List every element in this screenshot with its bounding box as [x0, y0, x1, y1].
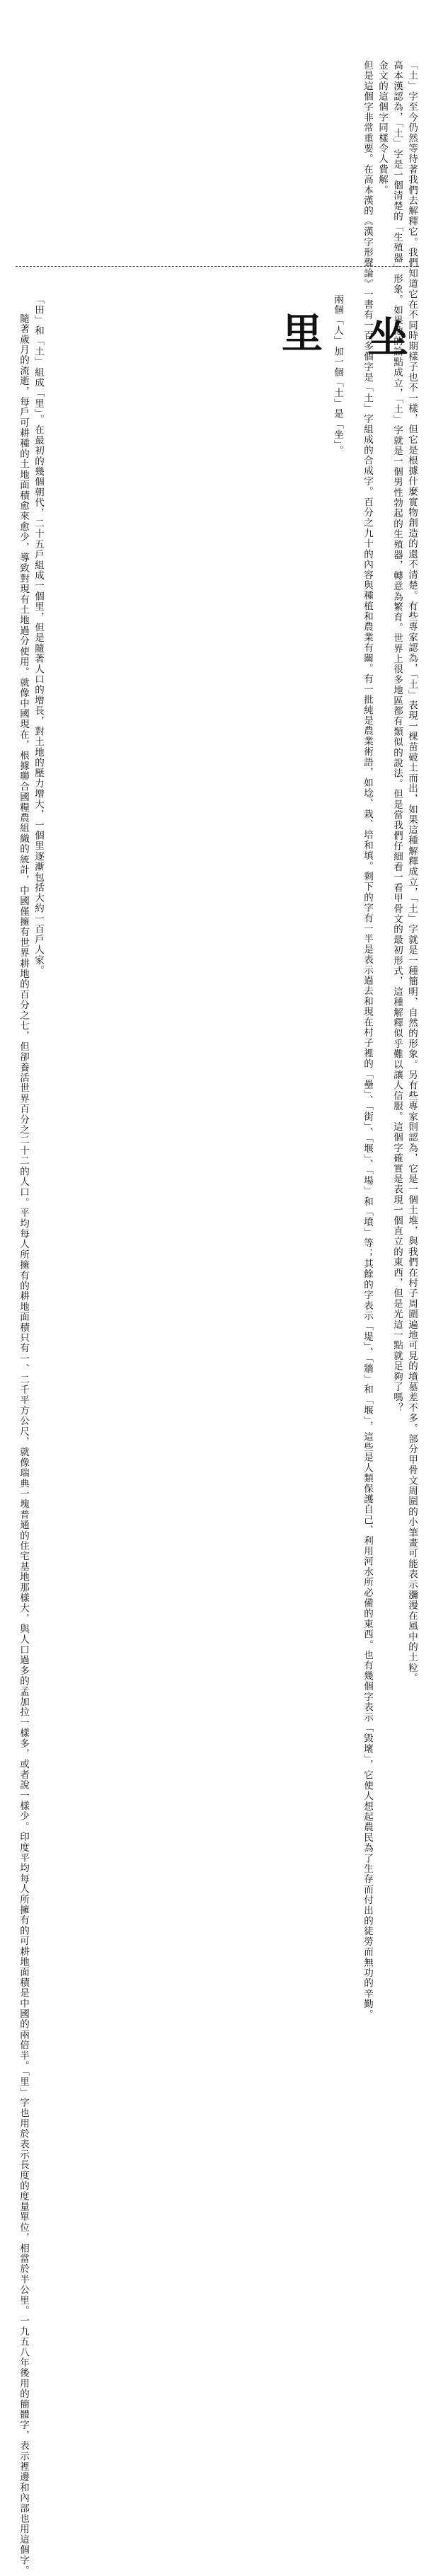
- zuo-heading-character: 坐: [367, 313, 409, 362]
- li-essay: [16, 294, 45, 2576]
- li-heading-character: 里: [282, 309, 323, 357]
- essay-paragraph-4: 但是這個字非常重要。在高本漢的《漢字形聲論》一書有一百多個字是「土」字組成的合成字。百分之九十的內容與種植和農業有關。有一批純是農業術語，如埝、栽、培和填。剩下的字有一半是表示過去和現在村子裡的「壘」、「街」、「堰」、「場」和「墳」等；其餘的字表示「堤」、「牆」和「堰」，這些是人類保護自己、利用河水所必備的東西。也有幾個字表示「毀壞」，它使人想起農民為了生存而付出的徒勞而無功的辛勤。: [362, 60, 373, 2020]
- essay-paragraph-1: 「土」字至今仍然等待著我們去解釋它。我們知道它在不同時期樣子也不一樣，但它是根據什麼實物創造的還不清楚。有些專家認為，「土」表現一棵苗破土而出，如果這種解釋成立，「土」字就是一種簡明、自然的形象。另有些專家則認為，它是一個土堆，與我們在村子周圍遍地可見的墳墓差不多。部分甲骨文周圍的小筆畫可能表示瀰漫在風中的土粒。: [406, 60, 418, 1684]
- li-paragraph-1: 「田」和「土」組成「里」。在最初的幾個朝代，二十五戶組成一個里，但是隨著人口的增長，對土地的壓力增大，一個里逐漸包括大約一百戶人家。: [33, 294, 44, 976]
- zuo-description: [330, 294, 345, 464]
- essay-paragraph-2: 高本漢認為，「土」字是一個清楚的「生殖器」形象。如果他的論點成立，「土」字就是一個男性勃起的生殖器，轉意為繁育。世界上很多地區都有類似的說法。但是當我們仔細看一看甲骨文的最初形式，這種解釋似乎難以讓人信服。這個字確實是表現一個直立的東西，但是光這一點就足夠了嗎？: [391, 60, 403, 1414]
- section-divider: [16, 266, 419, 267]
- zuo-description-text: 兩個「人」加一個「土」是「坐」。: [332, 294, 343, 456]
- li-paragraph-2: 隨著歲月的流逝，每戶可耕種的土地面積愈來愈少，導致對現有土地過分使用。就像中國現在，根據聯合國糧農組織的統計，中國僅擁有世界耕地的百分之七，但卻養活世界百分之二十二的人口。平均每人所擁有的耕地面積只有一、二千平方公尺，就像瑞典一塊普通的住宅基地那樣大，與人口過多的孟加拉一樣多，或者說一樣少。印度平均每人所擁有的可耕地面積是中國的兩倍半。「里」字也用於表示長度的度量單位，相當於半公里。一九五八年後用的簡體字，表示裡邊和內部也用這個字。: [18, 313, 29, 2576]
- essay-paragraph-3: 金文的這個字同樣令人費解。: [377, 60, 388, 196]
